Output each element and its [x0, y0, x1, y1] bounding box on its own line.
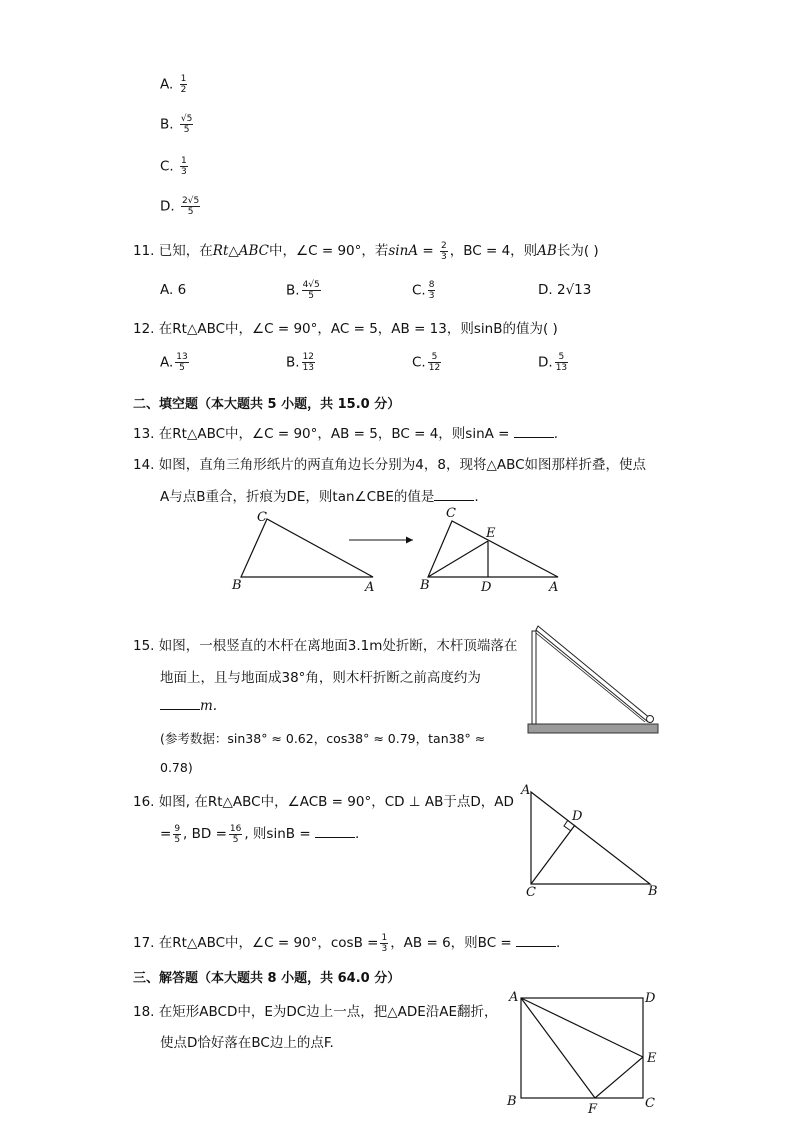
fraction: $\frac{4√5}{5}$ [302, 280, 320, 301]
label-d: D [481, 580, 492, 595]
q15-figure [525, 623, 665, 738]
label-b: B [420, 578, 430, 593]
label-c: C [446, 506, 456, 521]
q11-option-c: C. $\frac{8}{3}$ [412, 280, 435, 301]
label-f: F [588, 1102, 598, 1115]
segment-cd [531, 825, 575, 884]
fraction: $\frac{9}{5}$ [174, 823, 181, 845]
q10-option-b: B. $\frac{√5}{5}$ [160, 114, 193, 135]
answer-blank [315, 825, 355, 838]
fraction: $\frac{1}{3}$ [381, 932, 388, 954]
label-a: A [549, 580, 559, 595]
q16-figure [515, 780, 665, 900]
q12-option-b: B. $\frac{12}{13}$ [286, 352, 315, 373]
section-answer-heading: 三、解答题（本大题共 8 小题，共 64.0 分） [133, 971, 401, 986]
fraction: $\frac{12}{13}$ [302, 352, 315, 373]
segment-be [428, 541, 488, 577]
vertical-pole [532, 631, 536, 724]
q11-option-a: A. 6 [160, 282, 187, 298]
q14-stem-line2: A与点B重合，折痕为DE，则tan∠CBE的值是 . [160, 489, 479, 505]
fraction: $\frac{2}{3}$ [440, 240, 447, 262]
answer-blank [160, 697, 200, 710]
triangle-abc [241, 519, 373, 577]
q16-stem-line1: 16. 如图, 在Rt△ABC中，∠ACB = 90°，CD ⊥ AB于点D，AD [133, 794, 514, 810]
label-b: B [507, 1094, 517, 1109]
label-e: E [647, 1051, 657, 1066]
q16-stem-line2: = $\frac{9}{5}$ , BD = $\frac{16}{5}$ , 则sinB = . [160, 823, 360, 845]
q18-stem-line2: 使点D恰好落在BC边上的点F. [160, 1035, 334, 1051]
label-b: B [648, 884, 658, 899]
label-a: A [521, 783, 531, 798]
segment-ae [521, 998, 643, 1057]
label-b: B [232, 578, 242, 593]
q11-stem: 11. 已知，在Rt△ABC中，∠C = 90°，若sinA = $\frac{2}{3}$ ，BC = 4，则AB长为( ) [133, 240, 599, 262]
q15-stem-line2: 地面上，且与地面成38°角，则木杆折断之前高度约为 [160, 670, 481, 686]
q10-option-d: D. $\frac{2√5}{5}$ [160, 196, 200, 217]
fraction: $\frac{1}{3}$ [181, 156, 187, 177]
fraction: $\frac{13}{5}$ [176, 352, 188, 373]
q18-stem-line1: 18. 在矩形ABCD中，E为DC边上一点，把△ADE沿AE翻折， [133, 1004, 498, 1020]
answer-blank [514, 425, 554, 438]
fraction: $\frac{√5}{5}$ [180, 114, 193, 135]
label-c: C [257, 510, 267, 525]
fraction: $\frac{2√5}{5}$ [181, 196, 200, 217]
fraction: $\frac{16}{5}$ [229, 823, 242, 845]
q14-figure [225, 505, 575, 600]
q15-reference-data: (参考数据：sin38° ≈ 0.62，cos38° ≈ 0.79，tan38° ≈ [160, 731, 486, 746]
q10-option-c: C. $\frac{1}{3}$ [160, 156, 187, 177]
q12-option-c: C. $\frac{5}{12}$ [412, 352, 441, 373]
q17-stem: 17. 在Rt△ABC中，∠C = 90°，cosB = $\frac{1}{3}$ ，AB = 6，则BC = . [133, 932, 561, 954]
broken-pole-top [536, 626, 651, 722]
label-a: A [365, 580, 375, 595]
fraction: $\frac{5}{13}$ [555, 352, 568, 373]
fraction: $\frac{8}{3}$ [428, 280, 435, 301]
label-e: E [486, 526, 496, 541]
segment-af [521, 998, 595, 1098]
pole-tip [647, 716, 654, 723]
q12-option-d: D. $\frac{5}{13}$ [538, 352, 568, 373]
fraction: $\frac{5}{12}$ [428, 352, 441, 373]
q10-option-a: A. $\frac{1}{2}$ [160, 74, 187, 95]
label-a: A [509, 990, 519, 1005]
q18-figure [505, 985, 665, 1115]
triangle-abc [531, 792, 650, 884]
arrow-head [406, 537, 413, 544]
label-c: C [526, 885, 536, 900]
q14-stem-line1: 14. 如图，直角三角形纸片的两直角边长分别为4，8，现将△ABC如图那样折叠，使点 [133, 457, 647, 473]
label-d: D [645, 991, 656, 1006]
pole-edge [536, 633, 645, 722]
q11-option-b: B. $\frac{4√5}{5}$ [286, 280, 320, 301]
fraction: $\frac{1}{2}$ [180, 74, 187, 95]
q11-option-d: D. 2√13 [538, 282, 592, 298]
answer-blank [516, 934, 556, 947]
segment-fe [595, 1057, 643, 1098]
q13-stem: 13. 在Rt△ABC中，∠C = 90°，AB = 5，BC = 4，则sinA = . [133, 426, 559, 442]
answer-blank [434, 488, 474, 501]
q15-stem-line1: 15. 如图，一根竖直的木杆在离地面3.1m处折断，木杆顶端落在 [133, 638, 518, 654]
label-d: D [572, 809, 583, 824]
q15-stem-line3: m. [160, 697, 217, 714]
ground [528, 724, 658, 733]
q12-stem: 12. 在Rt△ABC中，∠C = 90°，AC = 5，AB = 13，则sinB的值为( ) [133, 321, 558, 337]
q12-option-a: A. $\frac{13}{5}$ [160, 352, 188, 373]
section-fill-in-blank-heading: 二、填空题（本大题共 5 小题，共 15.0 分） [133, 397, 401, 412]
q15-reference-data-cont: 0.78) [160, 760, 193, 775]
label-c: C [645, 1096, 655, 1111]
